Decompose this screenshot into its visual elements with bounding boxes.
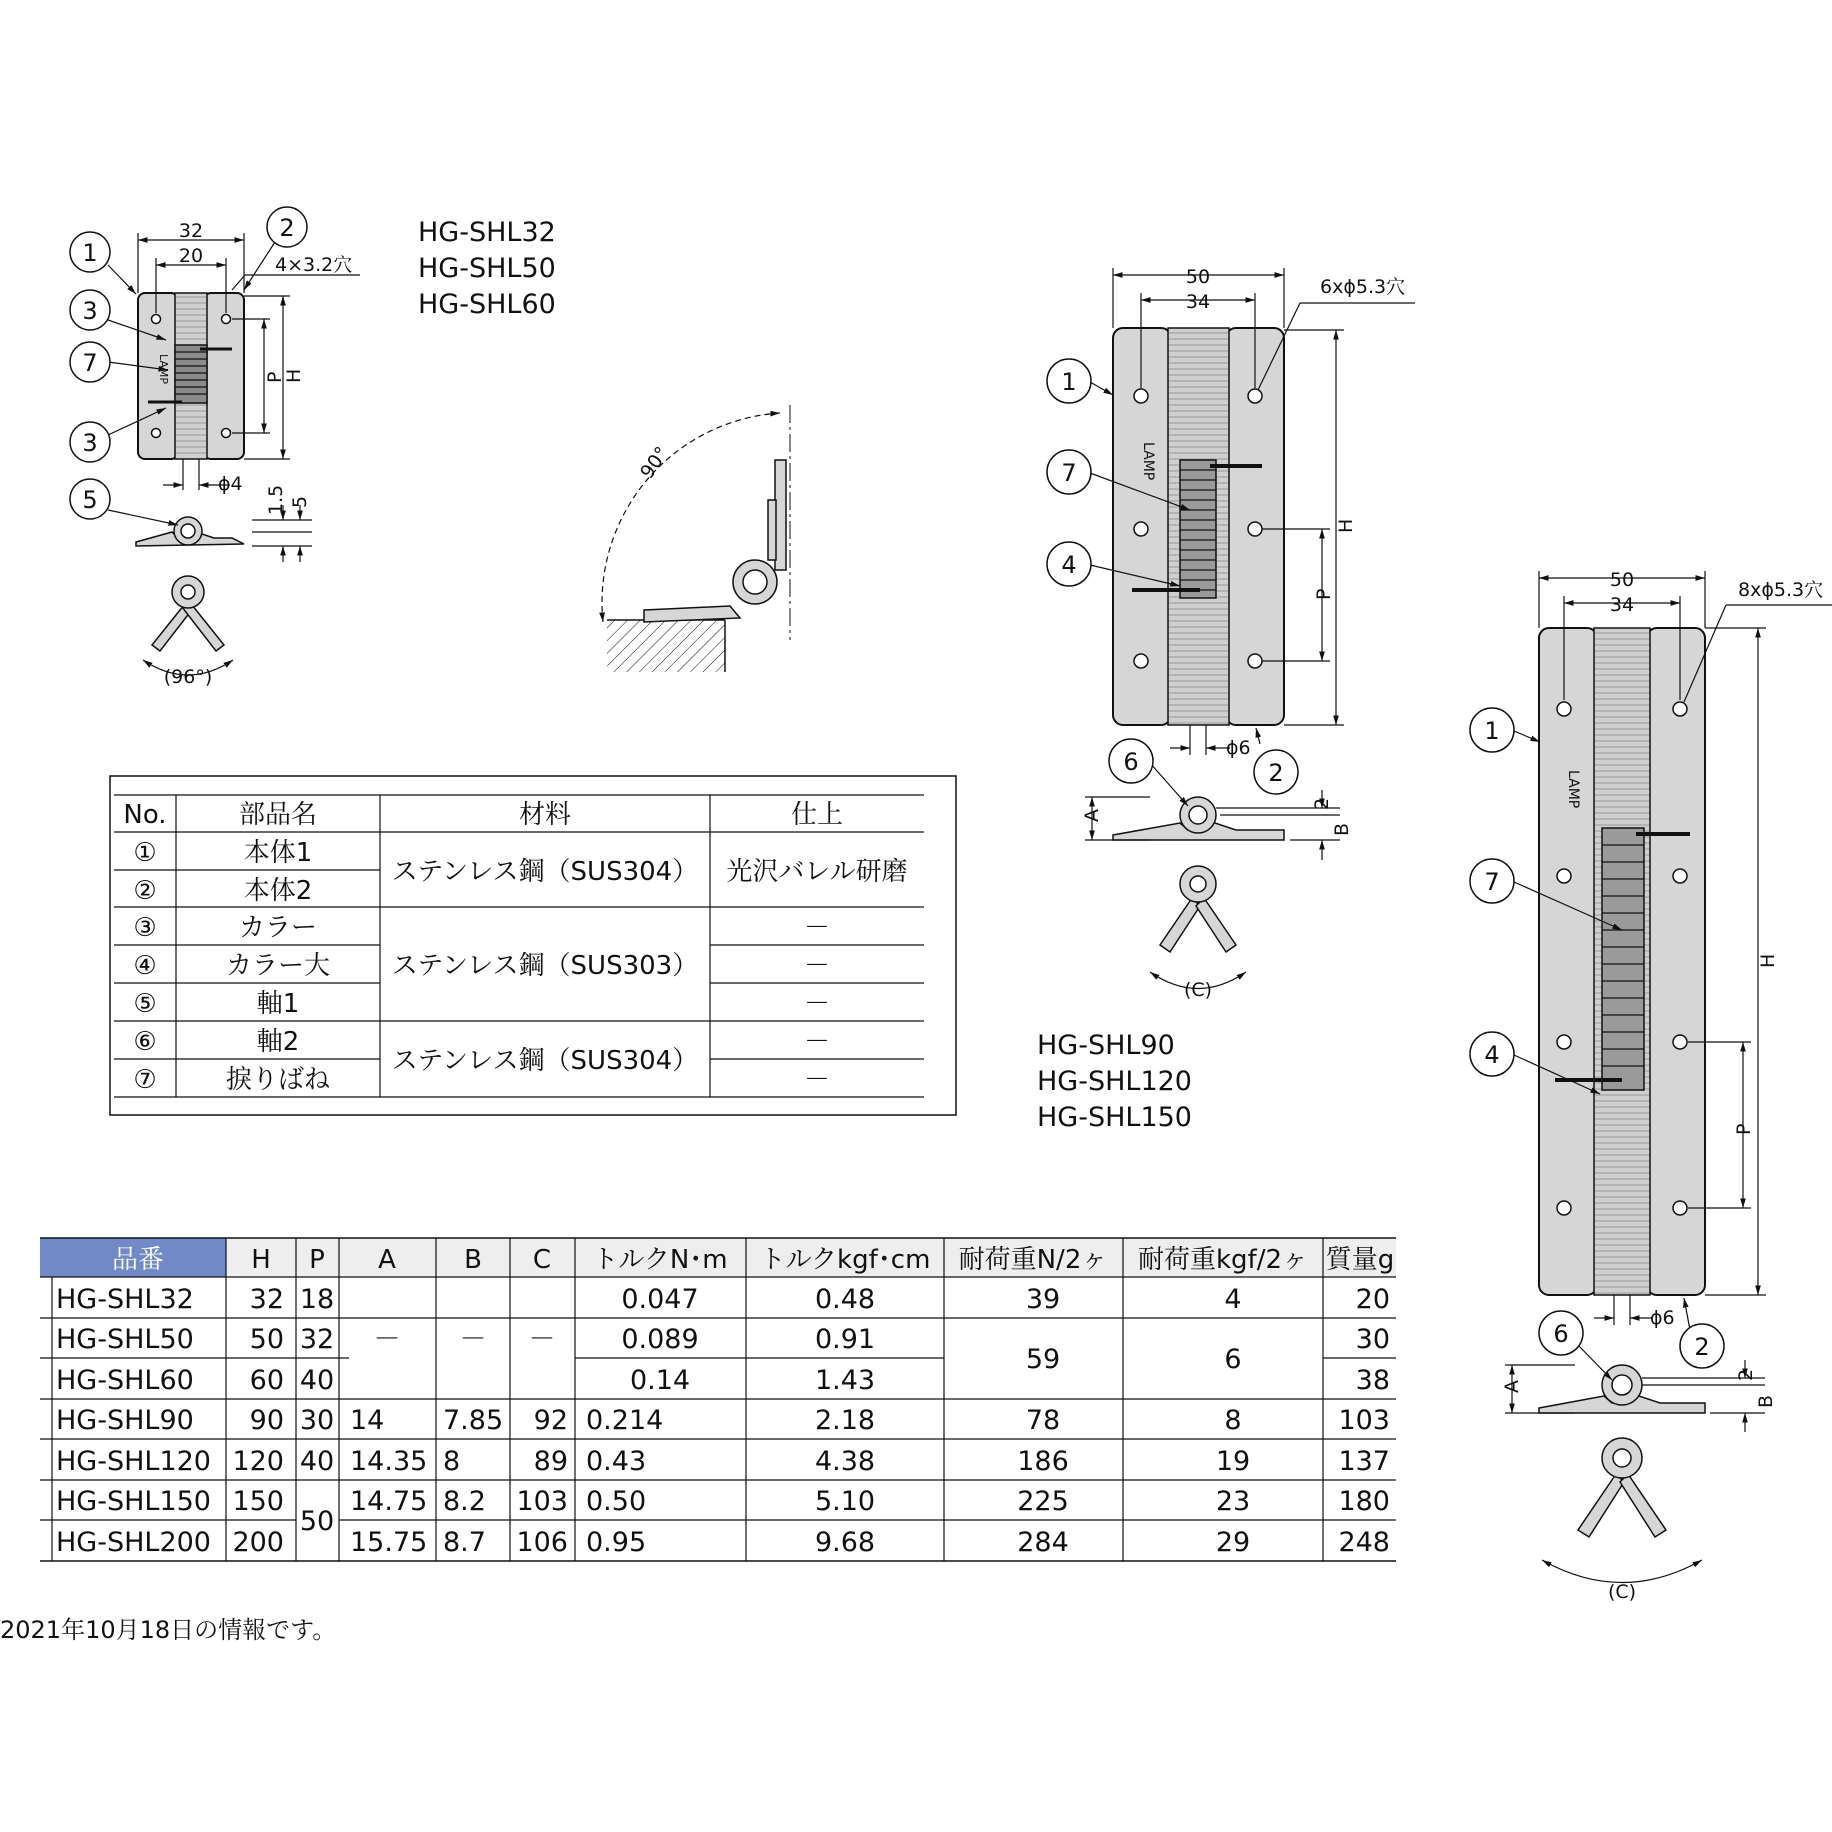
spec-cell: 39 xyxy=(1025,1284,1061,1315)
small-callout-3b: 3 xyxy=(82,429,98,457)
parts-header-name: 部品名 xyxy=(238,800,318,830)
spec-cell: 200 xyxy=(232,1527,284,1558)
part-finish: － xyxy=(803,913,831,943)
spec-cell: 38 xyxy=(1355,1365,1390,1396)
small-dim-shaft: ϕ4 xyxy=(218,473,243,495)
part-material: ステンレス鋼（SUS303） xyxy=(391,951,699,981)
spec-cell: 0.089 xyxy=(621,1324,699,1355)
part-name: 本体1 xyxy=(243,838,313,868)
footnote: 2021年10月18日の情報です。 xyxy=(0,1616,337,1644)
spec-header: トルクkgf･cm xyxy=(759,1245,931,1275)
medium-dim-angle: (C) xyxy=(1183,979,1213,1001)
spec-cell: 14 xyxy=(350,1405,385,1436)
medium-callout-2: 2 xyxy=(1268,759,1284,787)
spec-cell: 0.14 xyxy=(629,1365,691,1396)
small-hinge-drawing xyxy=(70,207,360,688)
spec-cell: 180 xyxy=(1338,1486,1390,1517)
part-name: 軸1 xyxy=(256,989,300,1019)
medium-model-3: HG-SHL150 xyxy=(1037,1102,1192,1133)
medium-dim-h: H xyxy=(1335,518,1357,533)
parts-table xyxy=(110,776,956,1115)
part-no: ⑦ xyxy=(133,1065,157,1095)
spec-cell: 15.75 xyxy=(350,1527,428,1558)
spec-cell: 0.214 xyxy=(586,1405,664,1436)
part-material: ステンレス鋼（SUS304） xyxy=(391,857,699,887)
part-name: カラー xyxy=(238,913,318,943)
small-dim-d2: 5 xyxy=(289,495,311,508)
part-name: 捩りばね xyxy=(225,1065,331,1095)
large-dim-h: H xyxy=(1757,953,1779,968)
spec-cell: 90 xyxy=(249,1405,284,1436)
large-callout-6: 6 xyxy=(1553,1320,1569,1348)
parts-header-no: No. xyxy=(123,800,167,830)
spec-table xyxy=(40,1238,1396,1561)
spec-cell: 1.43 xyxy=(814,1365,876,1396)
spec-cell: 30 xyxy=(1355,1324,1390,1355)
spec-merged-dash-a: － xyxy=(373,1324,401,1355)
small-dim-holes: 4×3.2穴 xyxy=(275,254,353,276)
part-finish: 光沢バレル研磨 xyxy=(726,857,908,887)
parts-header-finish: 仕上 xyxy=(790,800,844,830)
spec-cell: 8.7 xyxy=(443,1527,486,1558)
opening-angle-drawing xyxy=(602,405,790,672)
spec-cell: 248 xyxy=(1338,1527,1390,1558)
spec-cell: 14.75 xyxy=(350,1486,428,1517)
medium-dim-a: A xyxy=(1081,809,1103,822)
spec-cell: 2.18 xyxy=(814,1405,876,1436)
large-callout-2: 2 xyxy=(1694,1333,1710,1361)
small-model-3: HG-SHL60 xyxy=(418,289,556,320)
open-angle-label: 90° xyxy=(636,442,674,483)
spec-merged-dash-c: － xyxy=(528,1324,556,1355)
large-dim-a: A xyxy=(1501,1380,1523,1393)
spec-cell: 40 xyxy=(299,1446,335,1477)
spec-cell: 0.48 xyxy=(814,1284,876,1315)
spec-merged-load-n: 59 xyxy=(1025,1344,1061,1375)
spec-cell: 284 xyxy=(1017,1527,1069,1558)
spec-cell: 120 xyxy=(232,1446,284,1477)
spec-cell: 29 xyxy=(1215,1527,1251,1558)
spec-cell: 103 xyxy=(1338,1405,1390,1436)
medium-dim-shaft: ϕ6 xyxy=(1226,737,1251,759)
large-hinge-logo: LAMP xyxy=(1565,770,1581,809)
spec-cell: HG-SHL50 xyxy=(56,1324,194,1355)
small-dim-width: 32 xyxy=(178,220,204,242)
medium-dim-p: P xyxy=(1313,588,1335,600)
part-no: ③ xyxy=(133,913,157,943)
spec-merged-p: 50 xyxy=(299,1506,335,1537)
spec-cell: 0.43 xyxy=(586,1446,647,1477)
spec-cell: 9.68 xyxy=(814,1527,876,1558)
small-dim-p: P xyxy=(264,371,286,383)
small-callout-7: 7 xyxy=(82,349,98,377)
spec-cell: 30 xyxy=(299,1405,335,1436)
small-model-1: HG-SHL32 xyxy=(418,217,556,248)
large-callout-1: 1 xyxy=(1484,717,1500,745)
small-callout-2: 2 xyxy=(279,214,295,242)
large-dim-width: 50 xyxy=(1609,569,1635,591)
spec-cell: 4 xyxy=(1224,1284,1242,1315)
medium-callout-4: 4 xyxy=(1061,551,1077,579)
parts-header-material: 材料 xyxy=(518,800,572,830)
spec-cell: HG-SHL150 xyxy=(56,1486,211,1517)
medium-dim-b: B xyxy=(1331,822,1353,836)
large-dim-b: B xyxy=(1755,1394,1777,1408)
spec-header: 耐荷重N/2ヶ xyxy=(958,1245,1108,1275)
medium-dim-inner: 34 xyxy=(1185,291,1211,313)
large-callout-7: 7 xyxy=(1484,868,1500,896)
part-no: ⑥ xyxy=(133,1027,157,1057)
spec-cell: 50 xyxy=(249,1324,284,1355)
spec-cell: 19 xyxy=(1215,1446,1251,1477)
spec-cell: HG-SHL200 xyxy=(56,1527,211,1558)
spec-cell: 0.91 xyxy=(814,1324,876,1355)
medium-model-1: HG-SHL90 xyxy=(1037,1030,1175,1061)
spec-cell: 0.95 xyxy=(586,1527,647,1558)
spec-header: トルクN･m xyxy=(592,1245,728,1275)
spec-header: 質量g xyxy=(1325,1245,1395,1275)
spec-cell: 7.85 xyxy=(443,1405,504,1436)
spec-cell: 150 xyxy=(232,1486,284,1517)
spec-cell: 20 xyxy=(1355,1284,1390,1315)
spec-cell: 32 xyxy=(249,1284,284,1315)
medium-dim-width: 50 xyxy=(1185,266,1211,288)
spec-cell: 4.38 xyxy=(814,1446,876,1477)
small-dim-angle: (96°) xyxy=(163,666,213,688)
spec-header: 品番 xyxy=(111,1245,165,1275)
spec-cell: 32 xyxy=(299,1324,335,1355)
small-dim-inner: 20 xyxy=(178,245,204,267)
spec-merged-load-kgf: 6 xyxy=(1224,1344,1242,1375)
spec-cell: 5.10 xyxy=(814,1486,876,1517)
spec-cell: 103 xyxy=(516,1486,568,1517)
medium-hinge-logo: LAMP xyxy=(1140,442,1156,481)
part-finish: － xyxy=(803,989,831,1019)
spec-cell: 60 xyxy=(249,1365,284,1396)
medium-callout-1: 1 xyxy=(1061,368,1077,396)
spec-cell: 8 xyxy=(1224,1405,1242,1436)
spec-cell: 92 xyxy=(533,1405,568,1436)
small-model-2: HG-SHL50 xyxy=(418,253,556,284)
small-dim-h: H xyxy=(283,368,305,383)
small-callout-3a: 3 xyxy=(82,297,98,325)
spec-cell: 106 xyxy=(516,1527,568,1558)
spec-cell: HG-SHL90 xyxy=(56,1405,194,1436)
spec-cell: 8.2 xyxy=(443,1486,486,1517)
part-name: 本体2 xyxy=(243,876,313,906)
spec-header: A xyxy=(378,1245,396,1275)
medium-callout-6: 6 xyxy=(1123,748,1139,776)
spec-cell: 8 xyxy=(443,1446,461,1477)
large-dim-shaft: ϕ6 xyxy=(1650,1307,1675,1329)
small-dim-d1: 1.5 xyxy=(265,484,287,515)
spec-header: B xyxy=(464,1245,482,1275)
medium-hinge-drawing xyxy=(1047,266,1415,1001)
spec-cell: 89 xyxy=(533,1446,568,1477)
large-dim-holes: 8xϕ5.3穴 xyxy=(1738,579,1824,601)
spec-cell: HG-SHL32 xyxy=(56,1284,194,1315)
spec-header: P xyxy=(309,1245,325,1275)
part-name: 軸2 xyxy=(256,1027,300,1057)
spec-cell: 137 xyxy=(1338,1446,1390,1477)
spec-cell: 186 xyxy=(1017,1446,1069,1477)
spec-cell: HG-SHL60 xyxy=(56,1365,194,1396)
large-callout-4: 4 xyxy=(1484,1041,1500,1069)
small-callout-5: 5 xyxy=(82,486,98,514)
large-dim-p: P xyxy=(1733,1123,1755,1135)
medium-dim-two: 2 xyxy=(1311,797,1333,810)
spec-cell: HG-SHL120 xyxy=(56,1446,211,1477)
part-no: ④ xyxy=(133,951,157,981)
large-hinge-drawing xyxy=(1470,569,1832,1603)
part-finish: － xyxy=(803,1027,831,1057)
part-material: ステンレス鋼（SUS304） xyxy=(391,1046,699,1076)
part-finish: － xyxy=(803,1065,831,1095)
large-dim-two: 2 xyxy=(1735,1368,1757,1381)
part-name: カラー大 xyxy=(225,951,331,981)
spec-cell: 78 xyxy=(1025,1405,1061,1436)
part-no: ① xyxy=(133,838,157,868)
part-no: ⑤ xyxy=(133,989,157,1019)
small-callout-1: 1 xyxy=(82,239,98,267)
large-dim-angle: (C) xyxy=(1607,1581,1637,1603)
spec-cell: 23 xyxy=(1215,1486,1251,1517)
part-no: ② xyxy=(133,876,157,906)
spec-cell: 40 xyxy=(299,1365,335,1396)
medium-dim-holes: 6xϕ5.3穴 xyxy=(1320,276,1406,298)
spec-cell: 14.35 xyxy=(350,1446,428,1477)
spec-cell: 18 xyxy=(299,1284,335,1315)
small-hinge-logo: LAMP xyxy=(157,354,170,385)
medium-model-2: HG-SHL120 xyxy=(1037,1066,1192,1097)
part-finish: － xyxy=(803,951,831,981)
spec-header: C xyxy=(532,1245,552,1275)
large-dim-inner: 34 xyxy=(1609,594,1635,616)
spec-header: H xyxy=(251,1245,271,1275)
spec-merged-dash-b: － xyxy=(459,1324,487,1355)
spec-cell: 225 xyxy=(1017,1486,1069,1517)
spec-cell: 0.047 xyxy=(621,1284,699,1315)
spec-cell: 0.50 xyxy=(586,1486,647,1517)
medium-callout-7: 7 xyxy=(1061,459,1077,487)
spec-header: 耐荷重kgf/2ヶ xyxy=(1137,1245,1309,1275)
